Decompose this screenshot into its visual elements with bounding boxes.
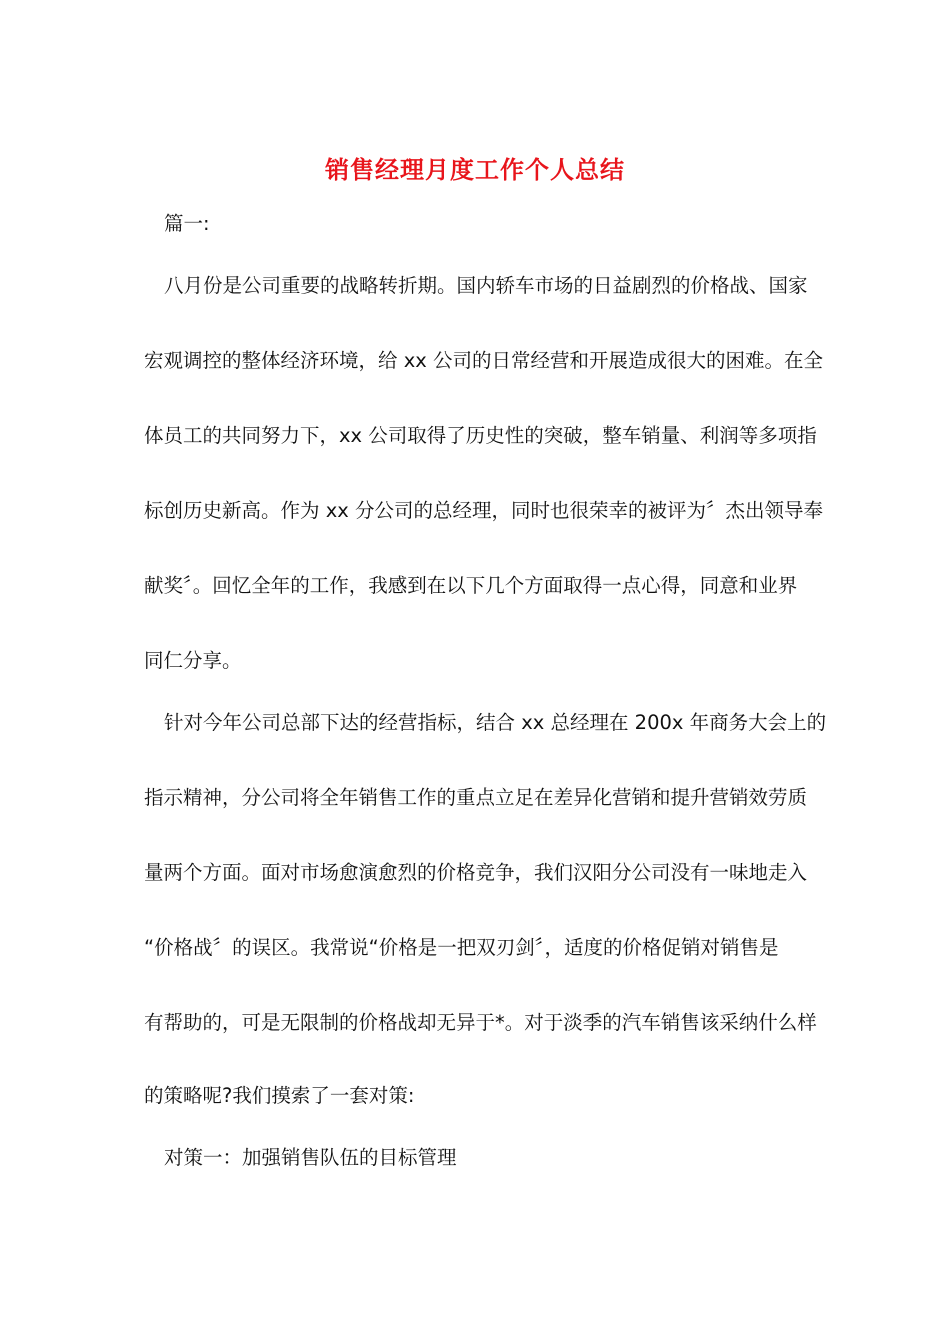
section-heading: 篇一: <box>164 212 210 235</box>
paragraph-line: 八月份是公司重要的战略转折期。国内轿车市场的日益剧烈的价格战、国家 <box>164 274 808 297</box>
paragraph-line: 量两个方面。面对市场愈演愈烈的价格竞争，我们汉阳分公司没有一味地走入 <box>144 861 808 884</box>
paragraph-line: 的策略呢?我们摸索了一套对策: <box>144 1084 415 1107</box>
paragraph-line: 针对今年公司总部下达的经营指标，结合 xx 总经理在 200x 年商务大会上的 <box>164 711 827 734</box>
paragraph-line: “价格战〞的误区。我常说“价格是一把双刃剑〞，适度的价格促销对销售是 <box>144 936 779 959</box>
paragraph-line: 标创历史新高。作为 xx 分公司的总经理，同时也很荣幸的被评为〞杰出领导奉 <box>144 499 823 522</box>
strategy-heading: 对策一：加强销售队伍的目标管理 <box>164 1146 457 1169</box>
paragraph-line: 同仁分享。 <box>144 649 242 672</box>
paragraph-line: 献奖〞。回忆全年的工作，我感到在以下几个方面取得一点心得，同意和业界 <box>144 574 798 597</box>
paragraph-line: 有帮助的，可是无限制的价格战却无异于*。对于淡季的汽车销售该采纳什么样 <box>144 1011 817 1034</box>
paragraph-line: 宏观调控的整体经济环境，给 xx 公司的日常经营和开展造成很大的困难。在全 <box>144 349 823 372</box>
document-title: 销售经理月度工作个人总结 <box>325 156 625 184</box>
paragraph-line: 指示精神，分公司将全年销售工作的重点立足在差异化营销和提升营销效劳质 <box>144 786 808 809</box>
paragraph-line: 体员工的共同努力下，xx 公司取得了历史性的突破，整车销量、利润等多项指 <box>144 424 817 447</box>
